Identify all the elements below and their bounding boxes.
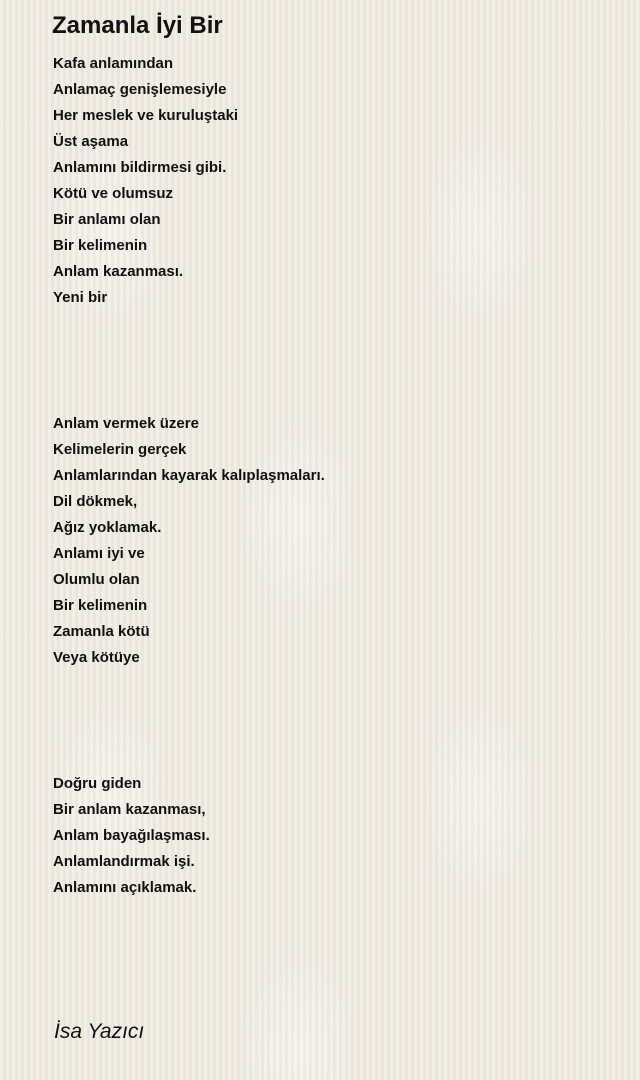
- poem-line: Ağız yoklamak.: [53, 519, 162, 536]
- poem-line: Kafa anlamından: [53, 55, 174, 72]
- poem-line: Her meslek ve kuruluştaki: [53, 107, 239, 124]
- poem-line: Kötü ve olumsuz: [53, 185, 174, 202]
- poem-line: Olumlu olan: [53, 571, 140, 588]
- poem-line: Yeni bir: [53, 289, 108, 306]
- poem-line: Zamanla kötü: [53, 623, 150, 640]
- poem-line: Üst aşama: [53, 133, 129, 150]
- poem-line: Anlam kazanması.: [53, 263, 184, 280]
- poem-line: Anlamını açıklamak.: [53, 879, 197, 896]
- poem-line: Doğru giden: [53, 775, 142, 792]
- poem-line: Bir anlamı olan: [53, 211, 161, 228]
- poem-line: Bir anlam kazanması,: [53, 801, 206, 818]
- stanza-2: [53, 411, 325, 671]
- poem-author: İsa Yazıcı: [54, 1020, 145, 1043]
- poem-line: Anlamı iyi ve: [53, 545, 145, 562]
- poem-line: Anlamaç genişlemesiyle: [53, 81, 227, 98]
- poem-line: Bir kelimenin: [53, 237, 148, 254]
- poem-title: Zamanla İyi Bir: [52, 12, 223, 39]
- poem-line: Dil dökmek,: [53, 493, 138, 510]
- poem-line: Bir kelimenin: [53, 597, 148, 614]
- poem-line: Anlamlandırmak işi.: [53, 853, 195, 870]
- stanza-1: [53, 51, 238, 311]
- poem-line: Anlam bayağılaşması.: [53, 827, 210, 844]
- poem-line: Veya kötüye: [53, 649, 140, 666]
- poem-line: Kelimelerin gerçek: [53, 441, 187, 458]
- poem-line: Anlam vermek üzere: [53, 415, 199, 432]
- poem-line: Anlamını bildirmesi gibi.: [53, 159, 227, 176]
- stanza-3: [53, 771, 210, 901]
- poem-line: Anlamlarından kayarak kalıplaşmaları.: [53, 467, 325, 484]
